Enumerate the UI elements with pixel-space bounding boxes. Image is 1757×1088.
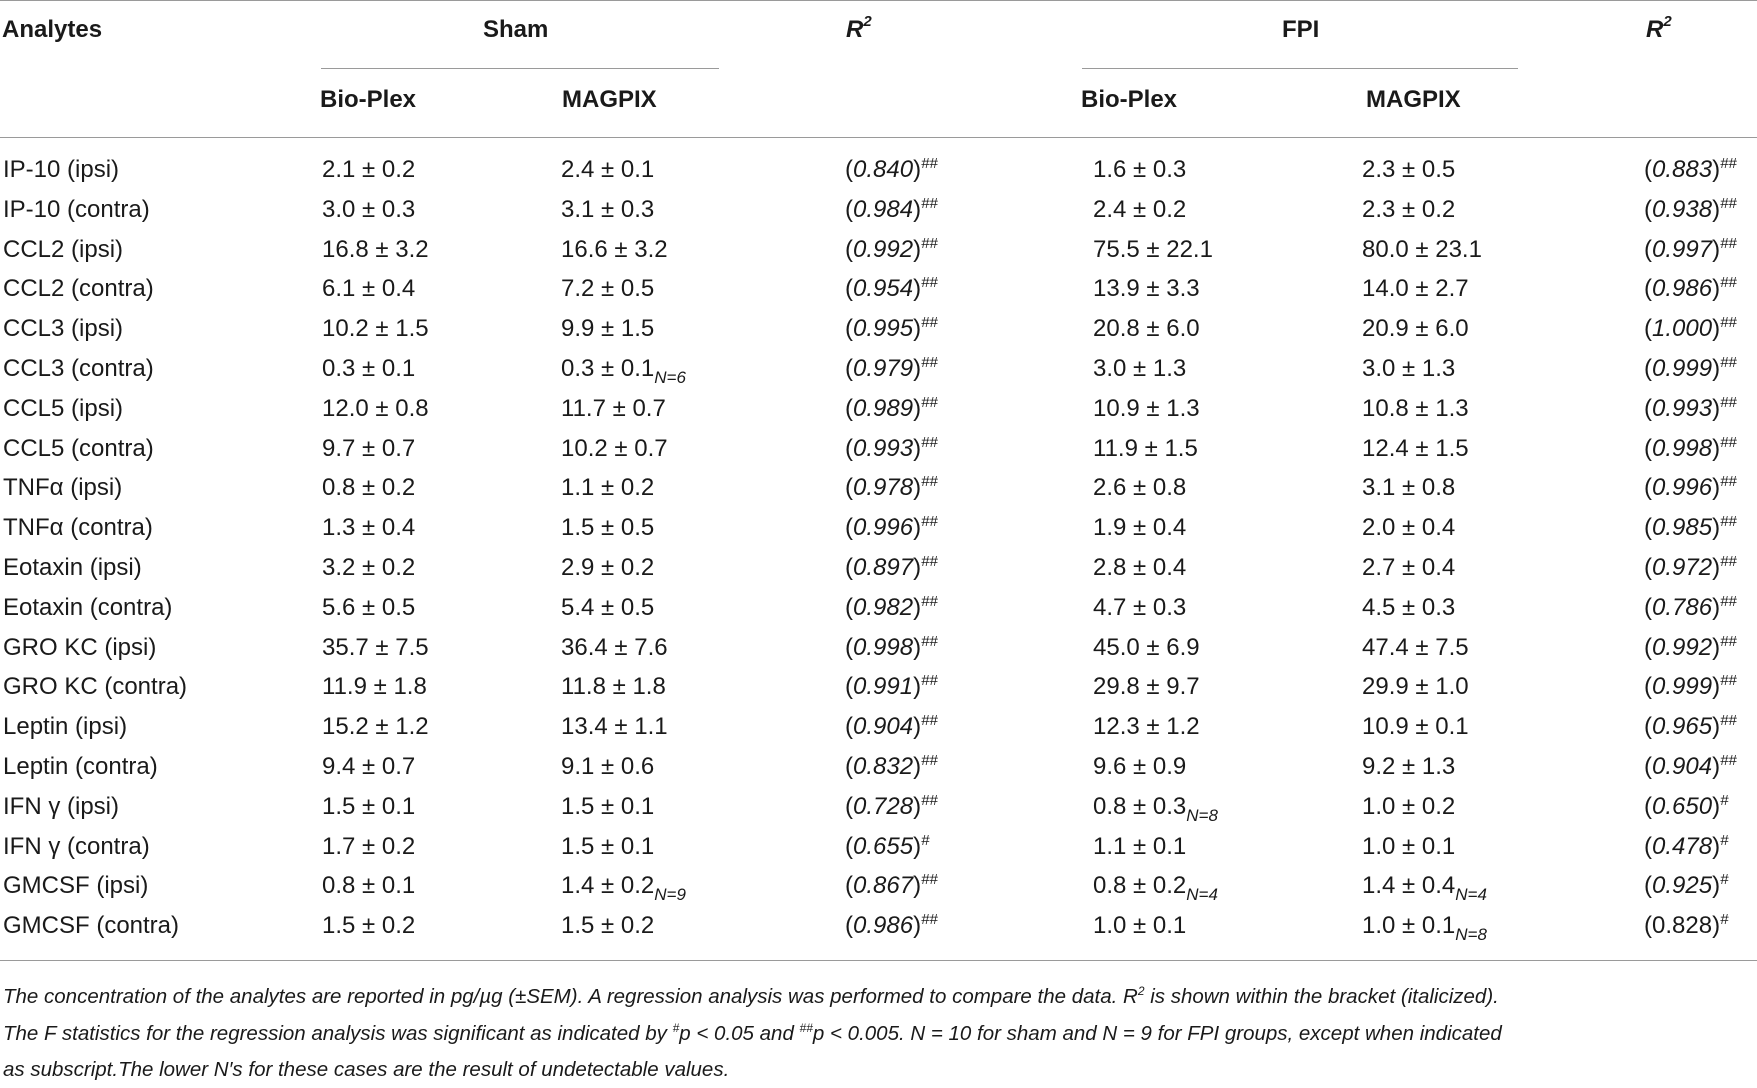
significance-marker: ## — [921, 911, 938, 929]
fpi-magpix-value: 3.0 ± 1.3 — [1362, 355, 1456, 382]
sham-bioplex-value: 3.0 ± 0.3 — [322, 195, 416, 223]
fpi-magpix-value: 9.2 ± 1.3 — [1362, 753, 1456, 780]
fpi-bioplex-value: 2.4 ± 0.2 — [1093, 195, 1187, 223]
table-row — [0, 628, 1757, 668]
table-row — [0, 787, 1757, 827]
significance-marker: ## — [921, 553, 938, 570]
fpi-magpix-value: 1.0 ± 0.1 — [1362, 832, 1456, 860]
fpi-r2-value: (0.828)# — [1644, 911, 1729, 940]
sham-bioplex-value: 12.0 ± 0.8 — [322, 394, 429, 422]
sham-magpix-value: 1.1 ± 0.2 — [561, 474, 655, 502]
fpi-bioplex-value: 2.8 ± 0.4 — [1093, 554, 1187, 581]
significance-marker: ## — [921, 672, 938, 690]
header-fpi-bioplex: Bio-Plex — [1081, 86, 1178, 113]
sham-bioplex-value: 1.3 ± 0.4 — [322, 514, 416, 542]
significance-marker: ## — [921, 752, 938, 769]
fpi-bioplex-value: 20.8 ± 6.0 — [1093, 315, 1200, 343]
fpi-magpix-value: 3.1 ± 0.8 — [1362, 474, 1456, 502]
table-row — [0, 906, 1757, 946]
significance-marker: # — [1720, 871, 1729, 889]
fpi-magpix-value: 2.3 ± 0.5 — [1362, 156, 1456, 183]
sham-r2-value: (0.840)## — [845, 155, 938, 183]
fpi-bioplex-value: 11.9 ± 1.5 — [1093, 434, 1198, 462]
table-row — [0, 349, 1757, 389]
significance-marker: ## — [1720, 712, 1737, 730]
sham-r2-value: (0.897)## — [845, 553, 938, 581]
analyte-name: CCL5 (ipsi) — [3, 394, 124, 422]
sham-magpix-value: 11.8 ± 1.8 — [561, 673, 666, 701]
sham-r2-value: (0.982)## — [845, 592, 938, 621]
fpi-magpix-value: 2.3 ± 0.2 — [1362, 195, 1456, 223]
sham-r2-value: (0.993)## — [845, 433, 938, 462]
significance-marker: # — [1720, 831, 1729, 849]
fpi-bioplex-value: $0.8 \pm 0.3_{N=8}$ — [1093, 792, 1218, 825]
fpi-magpix-value: $1.4 \pm 0.4_{N=4}$ — [1362, 872, 1487, 905]
fpi-bioplex-value: 29.8 ± 9.7 — [1093, 673, 1200, 701]
significance-marker: ## — [1720, 433, 1737, 451]
analyte-name: CCL3 (contra) — [3, 355, 154, 382]
sham-bioplex-value: 6.1 ± 0.4 — [322, 275, 416, 303]
fpi-r2-value: (0.986)## — [1644, 274, 1737, 303]
fpi-magpix-value: 47.4 ± 7.5 — [1362, 633, 1469, 661]
sham-r2-value: (0.954)## — [845, 274, 938, 303]
sham-magpix-value: 1.5 ± 0.5 — [561, 514, 655, 542]
analyte-name: GRO KC (contra) — [3, 673, 188, 701]
sham-magpix-value: $0.3 \pm 0.1_{N=6}$ — [561, 355, 686, 387]
sham-r2-value: (0.992)## — [845, 234, 938, 263]
sham-magpix-value: 1.5 ± 0.1 — [561, 832, 655, 860]
fpi-bioplex-value: 45.0 ± 6.9 — [1093, 633, 1200, 661]
significance-marker: ## — [1720, 632, 1737, 650]
sham-r2-value: (0.998)## — [845, 632, 938, 661]
sham-r2-value: (0.978)## — [845, 473, 938, 502]
significance-marker: ## — [1720, 274, 1737, 292]
fpi-r2-value: (0.972)## — [1644, 553, 1737, 581]
table-row — [0, 190, 1757, 230]
table-bottom-rule — [0, 960, 1757, 961]
significance-marker: ## — [1720, 393, 1737, 411]
analyte-name: GMCSF (ipsi) — [3, 872, 149, 900]
significance-marker: ## — [921, 314, 938, 332]
fpi-bioplex-value: 1.0 ± 0.1 — [1093, 912, 1187, 940]
fpi-r2-value: (1.000)## — [1644, 314, 1737, 343]
table-row — [0, 150, 1757, 190]
fpi-magpix-value: 1.0 ± 0.2 — [1362, 792, 1456, 820]
significance-marker: ## — [921, 791, 938, 809]
sham-bioplex-value: 9.4 ± 0.7 — [322, 753, 416, 780]
fpi-bioplex-value: 1.6 ± 0.3 — [1093, 156, 1187, 183]
fpi-r2-value: (0.999)## — [1644, 354, 1737, 382]
sham-magpix-value: 2.4 ± 0.1 — [561, 156, 655, 183]
significance-marker: # — [1720, 911, 1729, 929]
sham-magpix-value: 13.4 ± 1.1 — [561, 713, 668, 741]
fpi-magpix-value: 2.0 ± 0.4 — [1362, 514, 1456, 542]
sham-magpix-value: 7.2 ± 0.5 — [561, 275, 655, 303]
footnote-line-2: The F statistics for the regression analysis was significant as indicated by #p < 0.05 and ##p < 0.005. N = 10 for sham and N = 9 for FPI groups, except when indicated — [3, 1021, 1502, 1045]
table-top-rule — [0, 0, 1757, 1]
header-sham: Sham — [483, 16, 549, 43]
sham-magpix-value: 5.4 ± 0.5 — [561, 593, 655, 621]
sham-magpix-value: 9.9 ± 1.5 — [561, 315, 655, 343]
fpi-r2-value: (0.938)## — [1644, 194, 1737, 223]
table-row — [0, 508, 1757, 548]
analyte-name: Leptin (contra) — [3, 753, 158, 780]
table-row — [0, 309, 1757, 349]
header-sham-magpix: MAGPIX — [562, 86, 657, 113]
significance-marker: ## — [1720, 473, 1737, 491]
table-row — [0, 827, 1757, 867]
significance-marker: ## — [1720, 752, 1737, 769]
significance-marker: ## — [1720, 354, 1737, 371]
table-row — [0, 230, 1757, 270]
sample-size-subscript: N=8 — [1455, 925, 1487, 945]
analyte-name: TNFα (contra) — [3, 514, 153, 542]
fpi-bioplex-value: 12.3 ± 1.2 — [1093, 713, 1200, 741]
sham-bioplex-value: 3.2 ± 0.2 — [322, 554, 416, 581]
header-sham-bioplex: Bio-Plex — [320, 86, 417, 113]
header-r2-fpi: $R^2$ — [1646, 13, 1672, 43]
fpi-r2-value: (0.925)# — [1644, 871, 1729, 900]
sham-bioplex-value: 15.2 ± 1.2 — [322, 713, 429, 741]
fpi-bioplex-value: 75.5 ± 22.1 — [1093, 235, 1213, 263]
fpi-r2-value: (0.992)## — [1644, 632, 1737, 661]
fpi-r2-value: (0.993)## — [1644, 393, 1737, 422]
analyte-name: IP-10 (ipsi) — [3, 156, 120, 183]
sham-r2-value: (0.867)## — [845, 871, 938, 900]
fpi-r2-value: (0.998)## — [1644, 433, 1737, 462]
sham-magpix-value: 9.1 ± 0.6 — [561, 753, 655, 780]
sham-magpix-value: 10.2 ± 0.7 — [561, 434, 668, 462]
table-row — [0, 548, 1757, 588]
fpi-r2-value: (0.996)## — [1644, 473, 1737, 502]
fpi-r2-value: (0.883)## — [1644, 155, 1737, 183]
fpi-bioplex-value: 4.7 ± 0.3 — [1093, 593, 1187, 621]
table-row — [0, 429, 1757, 469]
analyte-name: CCL5 (contra) — [3, 434, 154, 462]
fpi-magpix-value: 20.9 ± 6.0 — [1362, 315, 1469, 343]
sham-bioplex-value: 0.8 ± 0.2 — [322, 474, 416, 502]
significance-marker: ## — [1720, 155, 1737, 172]
fpi-r2-value: (0.965)## — [1644, 712, 1737, 741]
analyte-name: IFN γ (ipsi) — [3, 792, 119, 820]
footnote-line-3: as subscript.The lower N′s for these cases are the result of undetectable values. — [3, 1058, 730, 1081]
table-row — [0, 707, 1757, 747]
sham-r2-value: (0.904)## — [845, 712, 938, 741]
significance-marker: ## — [921, 433, 938, 451]
footnote-line-1: The concentration of the analytes are reported in pg/µg (±SEM). A regression analysis was performed to compare the data. $R^2$ is shown within the bracket (italicized). — [3, 984, 1499, 1008]
significance-marker: # — [921, 831, 930, 849]
header-fpi-magpix: MAGPIX — [1366, 86, 1461, 113]
fpi-group-rule — [1082, 68, 1518, 69]
table-row — [0, 468, 1757, 508]
analyte-name: CCL2 (ipsi) — [3, 235, 124, 263]
sham-r2-value: (0.984)## — [845, 194, 938, 223]
significance-marker: ## — [921, 393, 938, 411]
sham-magpix-value: 11.7 ± 0.7 — [561, 394, 666, 422]
fpi-r2-value: (0.904)## — [1644, 752, 1737, 780]
sham-magpix-value: 1.5 ± 0.1 — [561, 792, 655, 820]
significance-marker: ## — [921, 712, 938, 730]
analyte-name: Leptin (ipsi) — [3, 713, 128, 741]
header-analytes: Analytes — [2, 16, 103, 43]
fpi-magpix-value: 4.5 ± 0.3 — [1362, 593, 1456, 621]
significance-marker: # — [1720, 791, 1729, 809]
analyte-name: CCL3 (ipsi) — [3, 315, 124, 343]
sham-bioplex-value: 35.7 ± 7.5 — [322, 633, 429, 661]
sham-magpix-value: 2.9 ± 0.2 — [561, 554, 655, 581]
fpi-bioplex-value: 1.1 ± 0.1 — [1093, 832, 1187, 860]
sham-bioplex-value: 11.9 ± 1.8 — [322, 673, 427, 701]
fpi-magpix-value: 2.7 ± 0.4 — [1362, 554, 1456, 581]
fpi-magpix-value: 12.4 ± 1.5 — [1362, 434, 1469, 462]
sham-bioplex-value: 10.2 ± 1.5 — [322, 315, 429, 343]
sham-bioplex-value: 9.7 ± 0.7 — [322, 434, 416, 462]
header-bottom-rule — [0, 137, 1757, 138]
fpi-magpix-value: 80.0 ± 23.1 — [1362, 235, 1482, 263]
sham-r2-value: (0.655)# — [845, 831, 930, 860]
analyte-name: CCL2 (contra) — [3, 275, 154, 303]
analyte-name: IP-10 (contra) — [3, 195, 150, 223]
sham-r2-value: (0.991)## — [845, 672, 938, 701]
sham-bioplex-value: 5.6 ± 0.5 — [322, 593, 416, 621]
sham-bioplex-value: 1.5 ± 0.1 — [322, 792, 416, 820]
fpi-r2-value: (0.786)## — [1644, 592, 1737, 621]
sham-bioplex-value: 1.5 ± 0.2 — [322, 912, 416, 940]
fpi-magpix-value: 10.9 ± 0.1 — [1362, 713, 1469, 741]
analyte-name: Eotaxin (ipsi) — [3, 554, 142, 581]
header-fpi: FPI — [1282, 16, 1320, 43]
table-row — [0, 588, 1757, 628]
sham-magpix-value: 36.4 ± 7.6 — [561, 633, 668, 661]
analyte-name: IFN γ (contra) — [3, 832, 150, 860]
sham-bioplex-value: 16.8 ± 3.2 — [322, 235, 429, 263]
significance-marker: ## — [1720, 553, 1737, 570]
fpi-bioplex-value: 10.9 ± 1.3 — [1093, 394, 1200, 422]
significance-marker: ## — [921, 155, 938, 172]
fpi-r2-value: (0.650)# — [1644, 791, 1729, 820]
significance-marker: ## — [921, 194, 938, 212]
analyte-name: GMCSF (contra) — [3, 912, 180, 940]
significance-marker: ## — [1720, 672, 1737, 690]
fpi-r2-value: (0.478)# — [1644, 831, 1729, 860]
sample-size-subscript: N=6 — [654, 368, 686, 387]
significance-marker: ## — [1720, 513, 1737, 531]
header-r2-sham: $R^2$ — [846, 13, 872, 43]
table-row — [0, 747, 1757, 787]
analyte-name: TNFα (ipsi) — [3, 474, 123, 502]
significance-marker: ## — [1720, 194, 1737, 212]
significance-marker: ## — [921, 473, 938, 491]
fpi-bioplex-value: 2.6 ± 0.8 — [1093, 474, 1187, 502]
sham-group-rule — [321, 68, 719, 69]
fpi-bioplex-value: $0.8 \pm 0.2_{N=4}$ — [1093, 872, 1218, 905]
table-row — [0, 667, 1757, 707]
fpi-magpix-value: 14.0 ± 2.7 — [1362, 275, 1469, 303]
sham-r2-value: (0.986)## — [845, 911, 938, 940]
table-row — [0, 389, 1757, 429]
fpi-r2-value: (0.997)## — [1644, 234, 1737, 263]
significance-marker: ## — [921, 592, 938, 610]
sham-r2-value: (0.979)## — [845, 354, 938, 382]
sham-r2-value: (0.728)## — [845, 791, 938, 820]
analyte-name: Eotaxin (contra) — [3, 593, 173, 621]
fpi-bioplex-value: 1.9 ± 0.4 — [1093, 514, 1187, 542]
sham-bioplex-value: 2.1 ± 0.2 — [322, 156, 416, 183]
fpi-magpix-value: $1.0 \pm 0.1_{N=8}$ — [1362, 912, 1487, 945]
sham-magpix-value: 3.1 ± 0.3 — [561, 195, 655, 223]
fpi-magpix-value: 10.8 ± 1.3 — [1362, 394, 1469, 422]
table-row — [0, 866, 1757, 906]
fpi-bioplex-value: 3.0 ± 1.3 — [1093, 355, 1187, 382]
significance-marker: ## — [921, 632, 938, 650]
sample-size-subscript: N=9 — [654, 885, 686, 905]
table-row — [0, 269, 1757, 309]
sham-bioplex-value: 0.8 ± 0.1 — [322, 872, 416, 900]
fpi-r2-value: (0.999)## — [1644, 672, 1737, 701]
significance-marker: ## — [1720, 234, 1737, 252]
significance-marker: ## — [1720, 592, 1737, 610]
sample-size-subscript: N=4 — [1186, 885, 1218, 905]
sham-r2-value: (0.995)## — [845, 314, 938, 343]
sham-magpix-value: 16.6 ± 3.2 — [561, 235, 668, 263]
analyte-name: GRO KC (ipsi) — [3, 633, 157, 661]
sham-bioplex-value: 1.7 ± 0.2 — [322, 832, 416, 860]
significance-marker: ## — [921, 871, 938, 889]
significance-marker: ## — [921, 274, 938, 292]
fpi-magpix-value: 29.9 ± 1.0 — [1362, 673, 1469, 701]
sham-bioplex-value: 0.3 ± 0.1 — [322, 355, 416, 382]
sham-magpix-value: 1.5 ± 0.2 — [561, 912, 655, 940]
fpi-bioplex-value: 9.6 ± 0.9 — [1093, 753, 1187, 780]
significance-marker: ## — [921, 354, 938, 371]
sample-size-subscript: N=4 — [1455, 885, 1487, 905]
fpi-r2-value: (0.985)## — [1644, 513, 1737, 542]
fpi-bioplex-value: 13.9 ± 3.3 — [1093, 275, 1200, 303]
sham-r2-value: (0.996)## — [845, 513, 938, 542]
significance-marker: ## — [921, 234, 938, 252]
sample-size-subscript: N=8 — [1186, 805, 1218, 825]
sham-r2-value: (0.832)## — [845, 752, 938, 780]
sham-magpix-value: $1.4 \pm 0.2_{N=9}$ — [561, 872, 686, 905]
significance-marker: ## — [1720, 314, 1737, 332]
sham-r2-value: (0.989)## — [845, 393, 938, 422]
significance-marker: ## — [921, 513, 938, 531]
